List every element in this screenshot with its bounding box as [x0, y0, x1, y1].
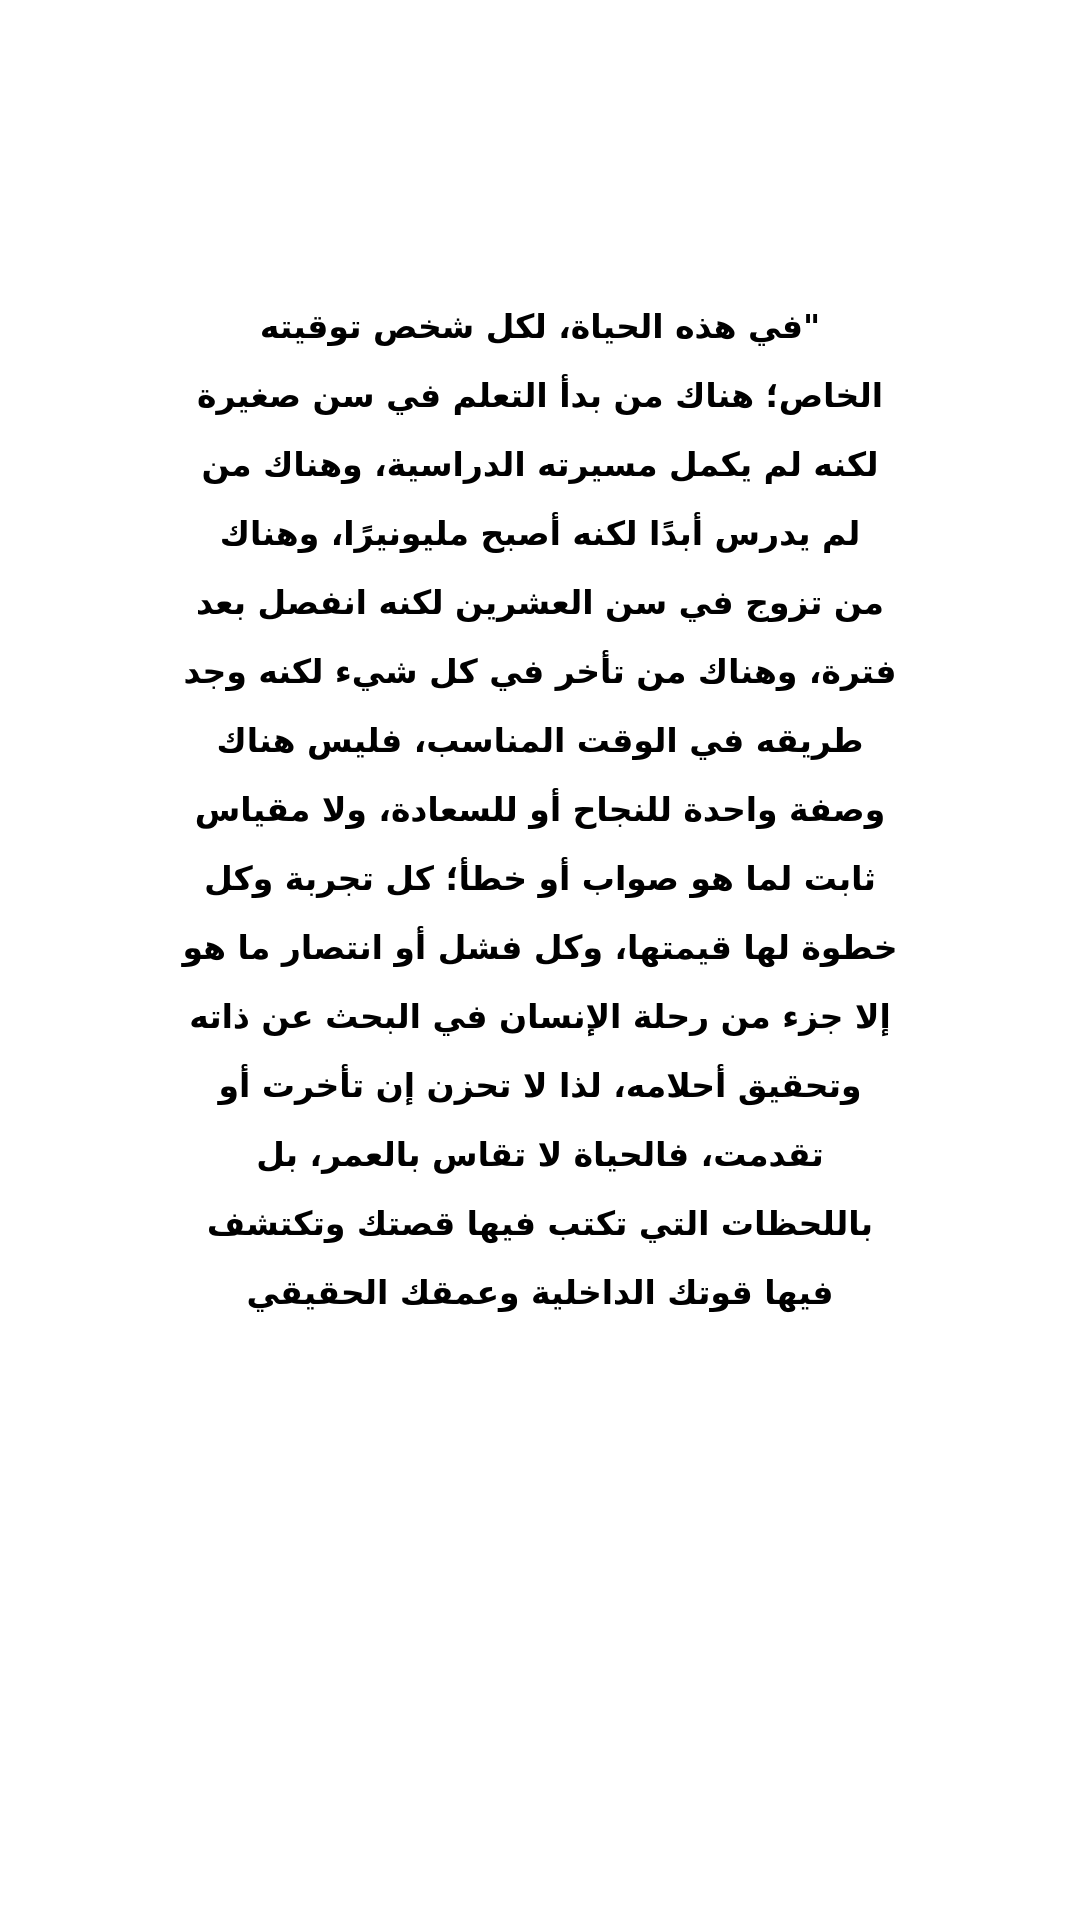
- quote-line: من تزوج في سن العشرين لكنه انفصل بعد: [195, 583, 884, 622]
- quote-line: تقدمت، فالحياة لا تقاس بالعمر، بل: [256, 1135, 824, 1174]
- quote-line: إلا جزء من رحلة الإنسان في البحث عن ذاته: [189, 997, 891, 1036]
- quote-line: طريقه في الوقت المناسب، فليس هناك: [216, 721, 864, 760]
- quote-line: خطوة لها قيمتها، وكل فشل أو انتصار ما هو: [182, 928, 898, 967]
- quote-line: لم يدرس أبدًا لكنه أصبح مليونيرًا، وهناك: [219, 514, 861, 553]
- quote-line: لكنه لم يكمل مسيرته الدراسية، وهناك من: [201, 445, 879, 484]
- quote-line: باللحظات التي تكتب فيها قصتك وتكتشف: [206, 1204, 874, 1243]
- quote-line: ثابت لما هو صواب أو خطأ؛ كل تجربة وكل: [204, 859, 876, 898]
- quote-line: فيها قوتك الداخلية وعمقك الحقيقي: [246, 1273, 834, 1312]
- quote-text: [0, 292, 1080, 1327]
- quote-line: "في هذه الحياة، لكل شخص توقيته: [259, 307, 821, 346]
- quote-line: وصفة واحدة للنجاح أو للسعادة، ولا مقياس: [194, 790, 886, 829]
- quote-line: الخاص؛ هناك من بدأ التعلم في سن صغيرة: [196, 376, 884, 415]
- quote-line: وتحقيق أحلامه، لذا لا تحزن إن تأخرت أو: [218, 1066, 862, 1105]
- quote-line: فترة، وهناك من تأخر في كل شيء لكنه وجد: [183, 652, 897, 691]
